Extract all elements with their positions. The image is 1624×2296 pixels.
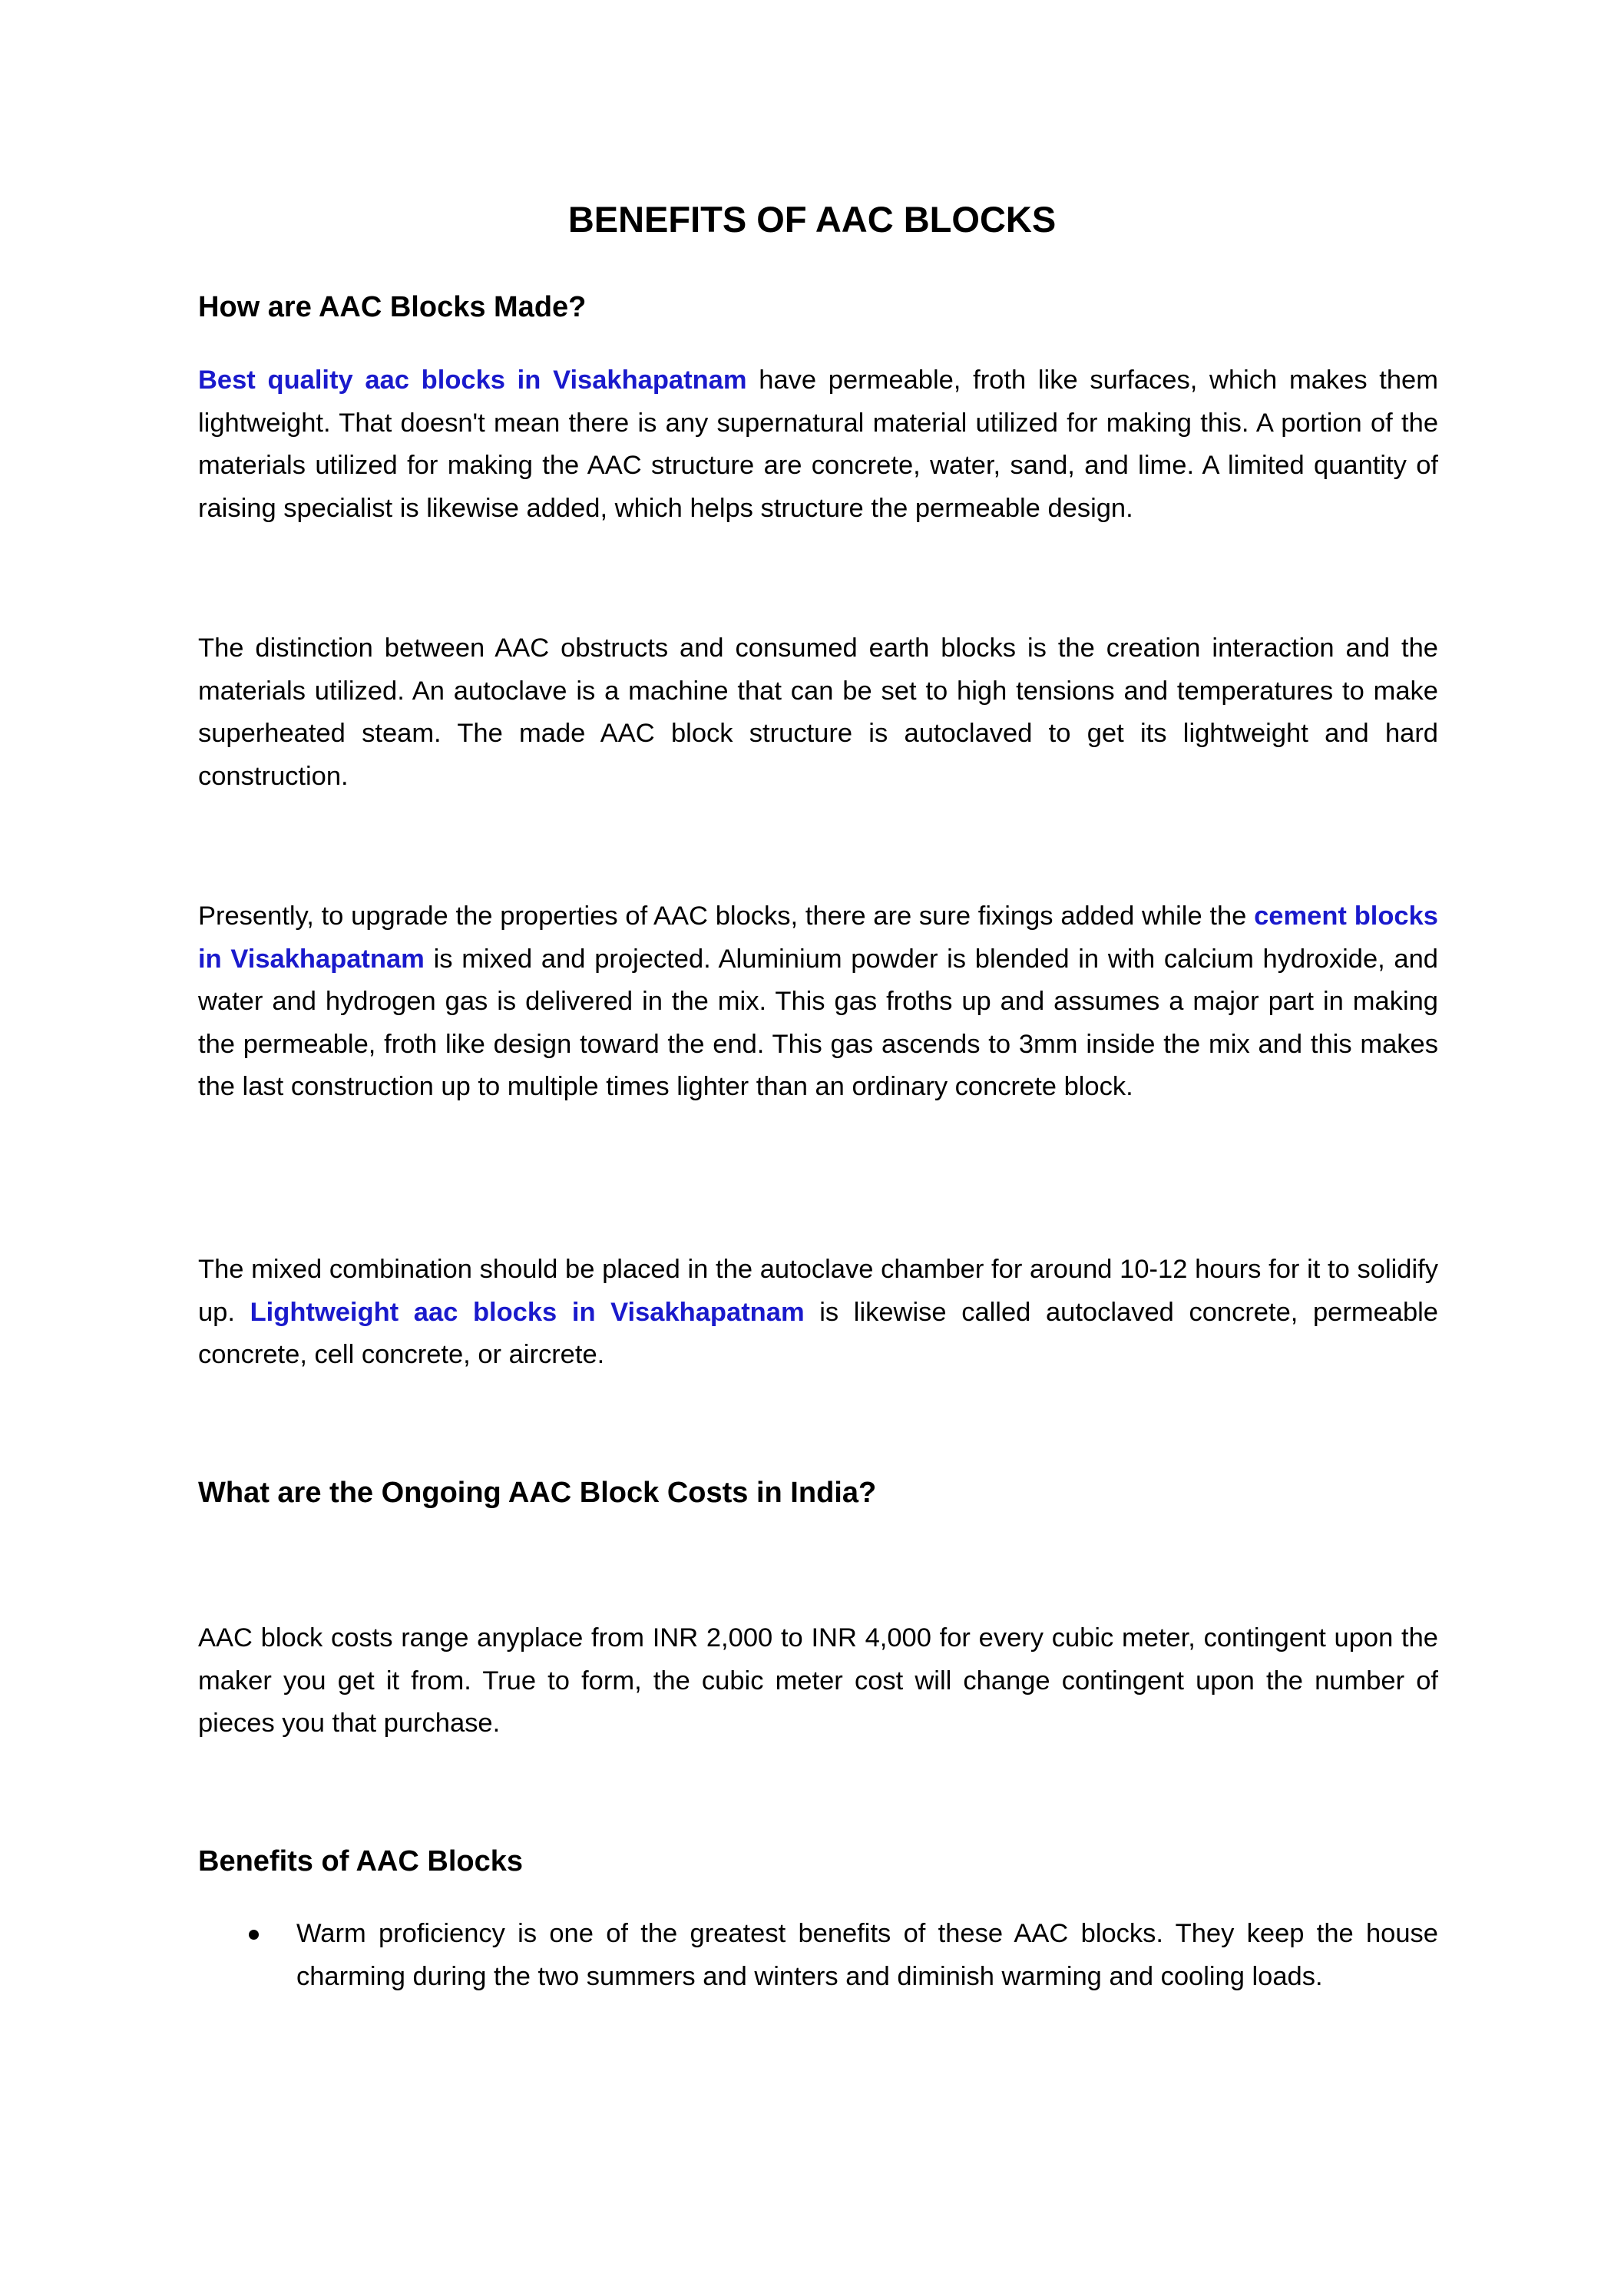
paragraph-costs — [198, 1617, 1438, 1745]
paragraph-1-text: have permeable, froth like surfaces, which makes them lightweight. That doesn't mean there is any supernatural material utilized for making this. A portion of the materials utilized for making the AAC structure are concrete, water, sand, and lime. A limited quantity of raising specialist is likewise added, which helps structure the permeable design. — [198, 366, 1438, 523]
section-heading-benefits: Benefits of AAC Blocks — [198, 1845, 523, 1877]
paragraph-costs-text: AAC block costs range anyplace from INR 2,000 to INR 4,000 for every cubic meter, contingent upon the maker you get it from. True to form, the cubic meter cost will change contingent upon the number of pieces you that purchase. — [198, 1623, 1438, 1738]
paragraph-1 — [198, 359, 1438, 530]
paragraph-2-text: The distinction between AAC obstructs and consumed earth blocks is the creation interaction and the materials utilized. An autoclave is a machine that can be set to high tensions and temperatures to make superheated steam. The made AAC block structure is autoclaved to get its lightweight and hard construction. — [198, 634, 1438, 791]
benefits-list — [198, 1913, 1438, 1998]
paragraph-4 — [198, 1249, 1438, 1377]
paragraph-4-text-after: is likewise called autoclaved concrete, permeable concrete, cell concrete, or aircrete. — [198, 1297, 1438, 1369]
list-item — [198, 1913, 1438, 1998]
bullet-text: Warm proficiency is one of the greatest benefits of these AAC blocks. They keep the house charming during the two summers and winters and diminish warming and cooling loads. — [296, 1919, 1438, 1991]
link-lightweight-aac-blocks[interactable]: Lightweight aac blocks in Visakhapatnam — [250, 1297, 805, 1327]
paragraph-4-text-before: The mixed combination should be placed in the autoclave chamber for around 10-12 hours for it to solidify up. — [198, 1255, 1438, 1327]
paragraph-3-text-before: Presently, to upgrade the properties of AAC blocks, there are sure fixings added while the — [198, 902, 1255, 931]
link-best-quality-aac-blocks[interactable]: Best quality aac blocks in Visakhapatnam — [198, 366, 747, 395]
section-heading-costs: What are the Ongoing AAC Block Costs in India? — [198, 1477, 877, 1509]
paragraph-3-text-after: is mixed and projected. Aluminium powder is blended in with calcium hydroxide, and water and hydrogen gas is delivered in the mix. This gas froths up and assumes a major part in making the permeable, froth like design toward the end. This gas ascends to 3mm inside the mix and this makes the last construction up to multiple times lighter than an ordinary concrete block. — [198, 944, 1438, 1101]
paragraph-2 — [198, 627, 1438, 798]
bullet-icon — [249, 1930, 259, 1940]
link-cement-blocks[interactable]: cement blocks in Visakhapatnam — [198, 902, 1438, 974]
paragraph-3 — [198, 895, 1438, 1109]
section-heading-how-made: How are AAC Blocks Made? — [198, 291, 587, 323]
document-title: BENEFITS OF AAC BLOCKS — [567, 199, 1057, 240]
